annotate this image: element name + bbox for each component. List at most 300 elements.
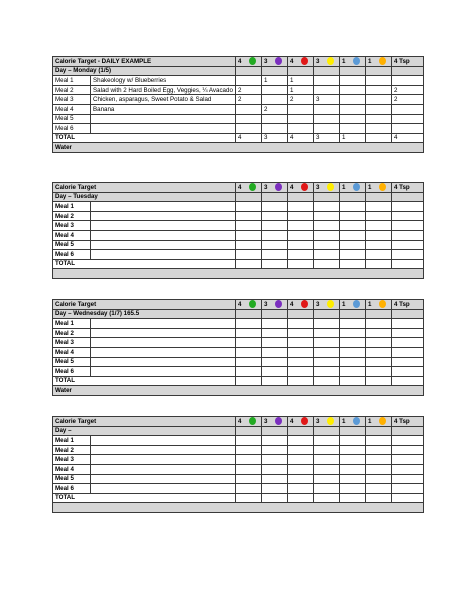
- container-count: 3: [316, 183, 320, 191]
- container-value-cell[interactable]: [392, 221, 424, 231]
- container-value-cell[interactable]: [236, 445, 262, 455]
- day-row-cell: [392, 309, 424, 319]
- container-value-cell[interactable]: [288, 202, 314, 212]
- total-value-cell: [314, 376, 340, 386]
- meal-food[interactable]: Chicken, asparagus, Sweet Potato & Salad: [91, 95, 236, 105]
- meal-food[interactable]: Banana: [91, 104, 236, 114]
- container-header: [340, 300, 366, 310]
- meal-food[interactable]: [91, 347, 236, 357]
- container-header: [340, 183, 366, 193]
- container-value-cell[interactable]: [314, 104, 340, 114]
- container-header: [392, 183, 424, 193]
- container-value-cell[interactable]: [262, 484, 288, 494]
- blue-container-icon: [353, 183, 360, 191]
- container-value-cell[interactable]: [236, 328, 262, 338]
- meal-row: [53, 211, 424, 221]
- calorie-target-title: Calorie Target - DAILY EXAMPLE: [53, 57, 236, 67]
- container-value-cell[interactable]: [288, 445, 314, 455]
- total-value-cell: [288, 259, 314, 269]
- container-value-cell[interactable]: [288, 367, 314, 377]
- container-value-cell[interactable]: [262, 202, 288, 212]
- total-value-cell: [288, 493, 314, 503]
- container-value-cell[interactable]: [262, 367, 288, 377]
- container-value-cell[interactable]: [366, 95, 392, 105]
- total-value-cell: 4: [392, 133, 424, 143]
- meal-food[interactable]: [91, 474, 236, 484]
- container-value-cell[interactable]: [340, 95, 366, 105]
- container-value-cell[interactable]: [288, 319, 314, 329]
- day-row-cell: [288, 192, 314, 202]
- container-value-cell[interactable]: [392, 76, 424, 86]
- container-count: 3: [316, 300, 320, 308]
- container-count: 4: [238, 183, 242, 191]
- green-container-icon: [249, 183, 256, 191]
- total-value-cell: 4: [236, 133, 262, 143]
- container-value-cell[interactable]: [314, 319, 340, 329]
- container-value-cell[interactable]: [366, 114, 392, 124]
- container-value-cell[interactable]: [236, 76, 262, 86]
- meal-row: [53, 347, 424, 357]
- container-value-cell[interactable]: [314, 230, 340, 240]
- container-value-cell[interactable]: [340, 85, 366, 95]
- container-value-cell[interactable]: 1: [262, 76, 288, 86]
- container-value-cell[interactable]: [236, 455, 262, 465]
- container-value-cell[interactable]: 2: [288, 95, 314, 105]
- total-value-cell: 4: [288, 133, 314, 143]
- container-value-cell[interactable]: [288, 455, 314, 465]
- total-value-cell: [392, 493, 424, 503]
- container-value-cell[interactable]: [392, 319, 424, 329]
- container-value-cell[interactable]: [262, 347, 288, 357]
- meal-food[interactable]: [91, 455, 236, 465]
- container-header: [262, 300, 288, 310]
- container-value-cell[interactable]: [340, 367, 366, 377]
- container-value-cell[interactable]: [288, 464, 314, 474]
- container-value-cell[interactable]: [314, 338, 340, 348]
- container-value-cell[interactable]: [366, 445, 392, 455]
- meal-tracker-table: [52, 299, 424, 396]
- container-count: 4: [290, 417, 294, 425]
- container-value-cell[interactable]: [366, 202, 392, 212]
- container-header: [392, 57, 424, 67]
- container-value-cell[interactable]: [314, 221, 340, 231]
- container-value-cell[interactable]: [340, 211, 366, 221]
- container-value-cell[interactable]: [314, 357, 340, 367]
- day-row: [53, 426, 424, 436]
- meal-food[interactable]: [91, 250, 236, 260]
- container-value-cell[interactable]: [392, 250, 424, 260]
- container-value-cell[interactable]: [288, 240, 314, 250]
- container-header: [236, 417, 262, 427]
- purple-container-icon: [275, 57, 282, 65]
- day-row: [53, 309, 424, 319]
- day-row-cell: [314, 309, 340, 319]
- container-value-cell[interactable]: [236, 367, 262, 377]
- meal-food[interactable]: [91, 445, 236, 455]
- container-value-cell[interactable]: [314, 455, 340, 465]
- meal-label: Meal 5: [53, 240, 91, 250]
- container-header: [392, 417, 424, 427]
- container-value-cell[interactable]: [366, 464, 392, 474]
- calorie-target-title: Calorie Target: [53, 417, 236, 427]
- meal-label: Meal 4: [53, 230, 91, 240]
- meal-food[interactable]: [91, 484, 236, 494]
- container-value-cell[interactable]: [340, 357, 366, 367]
- total-value-cell: [236, 259, 262, 269]
- container-count: 1: [368, 183, 372, 191]
- container-value-cell[interactable]: [392, 104, 424, 114]
- day-row-cell: [236, 309, 262, 319]
- container-value-cell[interactable]: [366, 484, 392, 494]
- container-value-cell[interactable]: [314, 445, 340, 455]
- container-value-cell[interactable]: [340, 104, 366, 114]
- container-count: 4: [238, 57, 242, 65]
- day-row-cell: [288, 426, 314, 436]
- meal-row: [53, 455, 424, 465]
- meal-food[interactable]: [91, 328, 236, 338]
- container-value-cell[interactable]: [236, 124, 262, 134]
- container-value-cell[interactable]: [392, 367, 424, 377]
- meal-food[interactable]: [91, 338, 236, 348]
- meal-label: Meal 4: [53, 464, 91, 474]
- container-value-cell[interactable]: [392, 328, 424, 338]
- container-value-cell[interactable]: [340, 76, 366, 86]
- day-row-cell: [314, 426, 340, 436]
- container-value-cell[interactable]: [340, 319, 366, 329]
- container-value-cell[interactable]: [288, 484, 314, 494]
- container-value-cell[interactable]: [314, 328, 340, 338]
- container-value-cell[interactable]: [288, 211, 314, 221]
- meal-label: Meal 3: [53, 95, 91, 105]
- container-value-cell[interactable]: [262, 211, 288, 221]
- container-header: [366, 183, 392, 193]
- header-row: [53, 183, 424, 193]
- container-value-cell[interactable]: [340, 445, 366, 455]
- container-count: 1: [368, 57, 372, 65]
- container-value-cell[interactable]: [236, 211, 262, 221]
- container-value-cell[interactable]: [366, 230, 392, 240]
- total-value-cell: [314, 493, 340, 503]
- container-value-cell[interactable]: [314, 474, 340, 484]
- container-value-cell[interactable]: [314, 76, 340, 86]
- meal-label: Meal 3: [53, 338, 91, 348]
- container-value-cell[interactable]: [288, 104, 314, 114]
- container-value-cell[interactable]: [392, 484, 424, 494]
- container-header: [340, 417, 366, 427]
- container-value-cell[interactable]: [236, 484, 262, 494]
- container-value-cell[interactable]: [288, 436, 314, 446]
- container-value-cell[interactable]: [262, 319, 288, 329]
- container-value-cell[interactable]: [236, 114, 262, 124]
- water-row: [53, 143, 424, 153]
- container-value-cell[interactable]: [314, 250, 340, 260]
- container-value-cell[interactable]: [392, 445, 424, 455]
- container-value-cell[interactable]: [340, 250, 366, 260]
- container-value-cell[interactable]: [366, 76, 392, 86]
- container-value-cell[interactable]: [236, 230, 262, 240]
- container-value-cell[interactable]: [288, 474, 314, 484]
- container-value-cell[interactable]: [392, 240, 424, 250]
- total-value-cell: [392, 376, 424, 386]
- container-count: 3: [316, 417, 320, 425]
- container-value-cell[interactable]: [262, 114, 288, 124]
- container-value-cell[interactable]: [392, 211, 424, 221]
- container-value-cell[interactable]: [236, 319, 262, 329]
- container-value-cell[interactable]: [340, 240, 366, 250]
- meal-row: [53, 328, 424, 338]
- container-count: 4 Tsp: [394, 417, 410, 425]
- yellow-container-icon: [327, 417, 334, 425]
- meal-row: [53, 319, 424, 329]
- meal-food[interactable]: [91, 464, 236, 474]
- container-value-cell[interactable]: [392, 436, 424, 446]
- container-value-cell[interactable]: [262, 230, 288, 240]
- container-value-cell[interactable]: [236, 250, 262, 260]
- total-value-cell: [288, 376, 314, 386]
- container-value-cell[interactable]: [314, 484, 340, 494]
- container-value-cell[interactable]: [262, 250, 288, 260]
- container-value-cell[interactable]: [288, 221, 314, 231]
- container-value-cell[interactable]: [262, 338, 288, 348]
- container-count: 4 Tsp: [394, 300, 410, 308]
- container-header: [314, 417, 340, 427]
- container-value-cell[interactable]: [340, 124, 366, 134]
- container-count: 4: [290, 183, 294, 191]
- container-value-cell[interactable]: [236, 240, 262, 250]
- container-value-cell[interactable]: [366, 240, 392, 250]
- container-value-cell[interactable]: [236, 221, 262, 231]
- container-count: 1: [342, 183, 346, 191]
- meal-food[interactable]: [91, 211, 236, 221]
- meal-food[interactable]: Shakeology w/ Blueberries: [91, 76, 236, 86]
- container-value-cell[interactable]: [366, 436, 392, 446]
- container-value-cell[interactable]: [340, 347, 366, 357]
- meal-label: Meal 6: [53, 250, 91, 260]
- container-value-cell[interactable]: [262, 328, 288, 338]
- container-value-cell[interactable]: [392, 455, 424, 465]
- container-value-cell[interactable]: [366, 85, 392, 95]
- orange-container-icon: [379, 183, 386, 191]
- container-value-cell[interactable]: [236, 338, 262, 348]
- meal-label: Meal 2: [53, 328, 91, 338]
- container-value-cell[interactable]: [392, 230, 424, 240]
- container-value-cell[interactable]: [262, 357, 288, 367]
- container-value-cell[interactable]: [288, 230, 314, 240]
- container-value-cell[interactable]: [288, 250, 314, 260]
- total-value-cell: [236, 493, 262, 503]
- meal-food[interactable]: Salad with 2 Hard Boiled Egg, Veggies, ¼ Avacado: [91, 85, 236, 95]
- container-value-cell[interactable]: [314, 347, 340, 357]
- container-value-cell[interactable]: 2: [236, 85, 262, 95]
- container-value-cell[interactable]: 2: [236, 95, 262, 105]
- container-header: [262, 183, 288, 193]
- container-value-cell[interactable]: [236, 347, 262, 357]
- container-value-cell[interactable]: [340, 114, 366, 124]
- container-value-cell[interactable]: [288, 347, 314, 357]
- container-value-cell[interactable]: 3: [314, 95, 340, 105]
- container-count: 1: [342, 300, 346, 308]
- meal-row: [53, 474, 424, 484]
- container-count: 1: [342, 417, 346, 425]
- container-value-cell[interactable]: [392, 347, 424, 357]
- meal-row: [53, 124, 424, 134]
- yellow-container-icon: [327, 57, 334, 65]
- container-value-cell[interactable]: [366, 221, 392, 231]
- container-value-cell[interactable]: 2: [392, 85, 424, 95]
- meal-food[interactable]: [91, 240, 236, 250]
- water-label: [53, 269, 424, 279]
- container-value-cell[interactable]: [392, 357, 424, 367]
- container-value-cell[interactable]: [366, 474, 392, 484]
- meal-food[interactable]: [91, 230, 236, 240]
- container-value-cell[interactable]: [314, 85, 340, 95]
- container-value-cell[interactable]: [262, 85, 288, 95]
- meal-label: Meal 1: [53, 202, 91, 212]
- total-value-cell: [366, 493, 392, 503]
- meal-row: [53, 464, 424, 474]
- meal-row: [53, 367, 424, 377]
- container-value-cell[interactable]: [314, 202, 340, 212]
- container-value-cell[interactable]: 1: [288, 85, 314, 95]
- container-value-cell[interactable]: [392, 202, 424, 212]
- container-value-cell[interactable]: [340, 464, 366, 474]
- total-value-cell: [340, 493, 366, 503]
- container-value-cell[interactable]: [314, 124, 340, 134]
- water-label: Water: [53, 386, 424, 396]
- red-container-icon: [301, 300, 308, 308]
- meal-label: Meal 1: [53, 319, 91, 329]
- container-value-cell[interactable]: [236, 436, 262, 446]
- container-value-cell[interactable]: [340, 455, 366, 465]
- container-value-cell[interactable]: [340, 221, 366, 231]
- container-value-cell[interactable]: [366, 211, 392, 221]
- purple-container-icon: [275, 300, 282, 308]
- container-value-cell[interactable]: [262, 240, 288, 250]
- container-value-cell[interactable]: [262, 436, 288, 446]
- container-value-cell[interactable]: [236, 357, 262, 367]
- container-value-cell[interactable]: [366, 338, 392, 348]
- total-label: TOTAL: [53, 259, 236, 269]
- container-value-cell[interactable]: [262, 95, 288, 105]
- container-value-cell[interactable]: [366, 347, 392, 357]
- day-row-cell: [340, 426, 366, 436]
- container-value-cell[interactable]: [314, 464, 340, 474]
- container-value-cell[interactable]: [288, 114, 314, 124]
- meal-row: [53, 76, 424, 86]
- total-value-cell: [340, 259, 366, 269]
- meal-food[interactable]: [91, 124, 236, 134]
- yellow-container-icon: [327, 300, 334, 308]
- meal-food[interactable]: [91, 367, 236, 377]
- container-value-cell[interactable]: [288, 357, 314, 367]
- container-count: 1: [342, 57, 346, 65]
- meal-food[interactable]: [91, 319, 236, 329]
- container-value-cell[interactable]: [236, 202, 262, 212]
- orange-container-icon: [379, 57, 386, 65]
- meal-food[interactable]: [91, 221, 236, 231]
- day-row: [53, 66, 424, 76]
- day-row-cell: [340, 309, 366, 319]
- container-value-cell[interactable]: [314, 436, 340, 446]
- purple-container-icon: [275, 417, 282, 425]
- container-header: [288, 57, 314, 67]
- container-value-cell[interactable]: [262, 464, 288, 474]
- total-row: [53, 133, 424, 143]
- container-value-cell[interactable]: [392, 124, 424, 134]
- container-value-cell[interactable]: [392, 114, 424, 124]
- day-row-cell: [236, 426, 262, 436]
- day-label: Day – Tuesday: [53, 192, 236, 202]
- meal-label: Meal 6: [53, 484, 91, 494]
- container-header: [236, 183, 262, 193]
- meal-food[interactable]: [91, 114, 236, 124]
- total-value-cell: [262, 259, 288, 269]
- meal-label: Meal 2: [53, 211, 91, 221]
- container-value-cell[interactable]: [366, 319, 392, 329]
- container-value-cell[interactable]: [392, 464, 424, 474]
- purple-container-icon: [275, 183, 282, 191]
- container-value-cell[interactable]: [262, 474, 288, 484]
- container-value-cell[interactable]: [262, 124, 288, 134]
- water-row: [53, 503, 424, 513]
- container-value-cell[interactable]: [340, 338, 366, 348]
- container-value-cell[interactable]: [236, 474, 262, 484]
- container-value-cell[interactable]: [314, 114, 340, 124]
- container-value-cell[interactable]: [366, 328, 392, 338]
- container-value-cell[interactable]: [340, 202, 366, 212]
- container-value-cell[interactable]: 1: [288, 76, 314, 86]
- container-value-cell[interactable]: [314, 240, 340, 250]
- container-value-cell[interactable]: [314, 211, 340, 221]
- container-value-cell[interactable]: [236, 104, 262, 114]
- container-value-cell[interactable]: [340, 474, 366, 484]
- container-value-cell[interactable]: [366, 357, 392, 367]
- container-value-cell[interactable]: [340, 328, 366, 338]
- container-value-cell[interactable]: [288, 124, 314, 134]
- meal-label: Meal 3: [53, 455, 91, 465]
- container-value-cell[interactable]: [288, 338, 314, 348]
- container-value-cell[interactable]: [262, 445, 288, 455]
- container-value-cell[interactable]: [366, 124, 392, 134]
- container-header: [392, 300, 424, 310]
- container-value-cell[interactable]: [366, 367, 392, 377]
- container-value-cell[interactable]: [392, 474, 424, 484]
- total-value-cell: [392, 259, 424, 269]
- container-count: 4: [290, 300, 294, 308]
- meal-food[interactable]: [91, 436, 236, 446]
- container-value-cell[interactable]: [366, 455, 392, 465]
- container-value-cell[interactable]: [288, 328, 314, 338]
- container-value-cell[interactable]: [340, 484, 366, 494]
- container-value-cell[interactable]: [262, 221, 288, 231]
- meal-label: Meal 4: [53, 104, 91, 114]
- meal-food[interactable]: [91, 202, 236, 212]
- container-value-cell[interactable]: [340, 230, 366, 240]
- container-value-cell[interactable]: [340, 436, 366, 446]
- day-row-cell: [340, 66, 366, 76]
- container-value-cell[interactable]: [236, 464, 262, 474]
- container-value-cell[interactable]: [314, 367, 340, 377]
- container-value-cell[interactable]: [366, 104, 392, 114]
- container-value-cell[interactable]: [366, 250, 392, 260]
- container-value-cell[interactable]: [392, 338, 424, 348]
- container-value-cell[interactable]: 2: [262, 104, 288, 114]
- total-row: [53, 493, 424, 503]
- meal-food[interactable]: [91, 357, 236, 367]
- container-value-cell[interactable]: [262, 455, 288, 465]
- container-value-cell[interactable]: 2: [392, 95, 424, 105]
- header-row: [53, 417, 424, 427]
